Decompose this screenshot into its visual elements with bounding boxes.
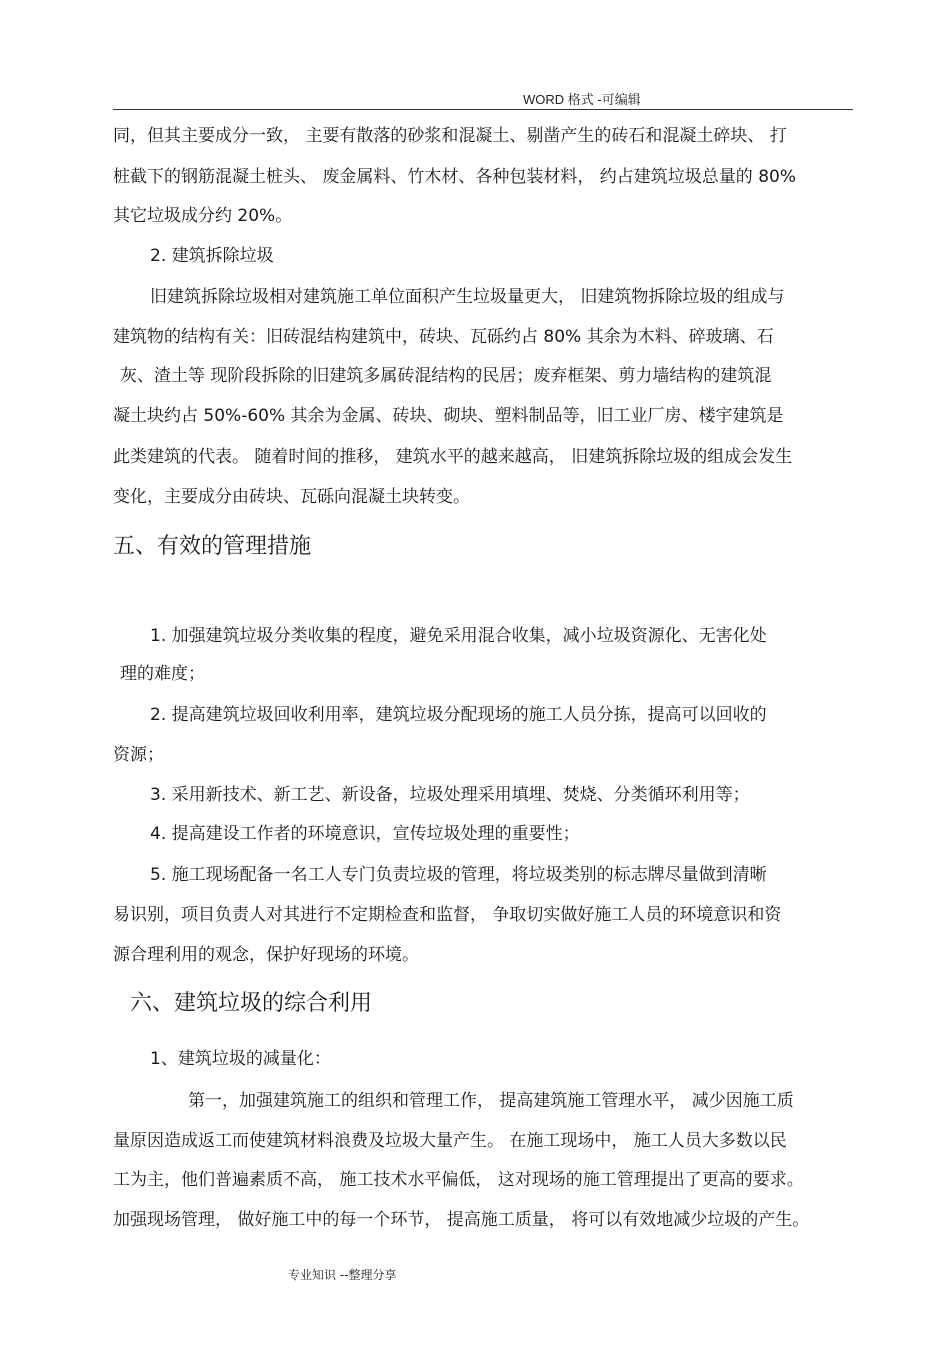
paragraph-line: 其它垃圾成分约 20%。 [113, 206, 293, 226]
page-header [113, 84, 853, 110]
paragraph-line: 加强现场管理， 做好施工中的每一个环节， 提高施工质量， 将可以有效地减少垃圾的产生。 [113, 1210, 810, 1230]
list-item: 3. 采用新技术、新工艺、新设备，垃圾处理采用填埋、焚烧、分类循环利用等； [150, 785, 750, 805]
list-item: 2. 提高建筑垃圾回收利用率，建筑垃圾分配现场的施工人员分拣，提高可以回收的 [150, 705, 767, 725]
list-item-continuation: 理的难度； [120, 664, 205, 684]
paragraph-line: 建筑物的结构有关：旧砖混结构建筑中，砖块、瓦砾约占 80% 其余为木料、碎玻璃、石 [113, 327, 774, 347]
paragraph-line: 凝土块约占 50%-60% 其余为金属、砖块、砌块、塑料制品等，旧工业厂房、楼宇建筑是 [113, 406, 784, 426]
paragraph-line: 同，但其主要成分一致， 主要有散落的砂浆和混凝土、剔凿产生的砖石和混凝土碎块、 打 [113, 126, 787, 146]
paragraph-line: 第一，加强建筑施工的组织和管理工作， 提高建筑施工管理水平， 减少因施工质 [188, 1091, 794, 1111]
section-heading: 六、建筑垃圾的综合利用 [130, 991, 373, 1016]
paragraph-line: 工为主，他们普遍素质不高， 施工技术水平偏低， 这对现场的施工管理提出了更高的要求。 [113, 1170, 804, 1190]
paragraph-line: 量原因造成返工而使建筑材料浪费及垃圾大量产生。 在施工现场中， 施工人员大多数以民 [113, 1131, 787, 1151]
header-text: WORD 格式 -可编辑 [523, 92, 641, 107]
section-heading: 五、有效的管理措施 [113, 534, 312, 559]
paragraph-line: 旧建筑拆除垃圾相对建筑施工单位面积产生垃圾量更大， 旧建筑物拆除垃圾的组成与 [150, 287, 785, 307]
paragraph-line: 桩截下的钢筋混凝土桩头、 废金属料、竹木材、各种包装材料， 约占建筑垃圾总量的 80% [113, 167, 796, 187]
subheading: 2. 建筑拆除垃圾 [150, 246, 274, 266]
subheading: 1、建筑垃圾的减量化： [150, 1049, 331, 1069]
paragraph-line: 灰、渣土等 现阶段拆除的旧建筑多属砖混结构的民居；废弃框架、剪力墙结构的建筑混 [120, 366, 772, 386]
list-item-continuation: 易识别，项目负责人对其进行不定期检查和监督， 争取切实做好施工人员的环境意识和资 [113, 905, 782, 925]
list-item-continuation: 资源； [113, 745, 164, 765]
list-item-continuation: 源合理利用的观念，保护好现场的环境。 [113, 945, 419, 965]
paragraph-line: 变化，主要成分由砖块、瓦砾向混凝土块转变。 [113, 487, 470, 507]
list-item: 5. 施工现场配备一名工人专门负责垃圾的管理，将垃圾类别的标志牌尽量做到清晰 [150, 865, 767, 885]
page-footer: 专业知识 --整理分享 [288, 1268, 397, 1282]
list-item: 1. 加强建筑垃圾分类收集的程度，避免采用混合收集，减小垃圾资源化、无害化处 [150, 626, 767, 646]
paragraph-line: 此类建筑的代表。 随着时间的推移， 建筑水平的越来越高， 旧建筑拆除垃圾的组成会发生 [113, 447, 793, 467]
list-item: 4. 提高建设工作者的环境意识，宣传垃圾处理的重要性； [150, 824, 580, 844]
